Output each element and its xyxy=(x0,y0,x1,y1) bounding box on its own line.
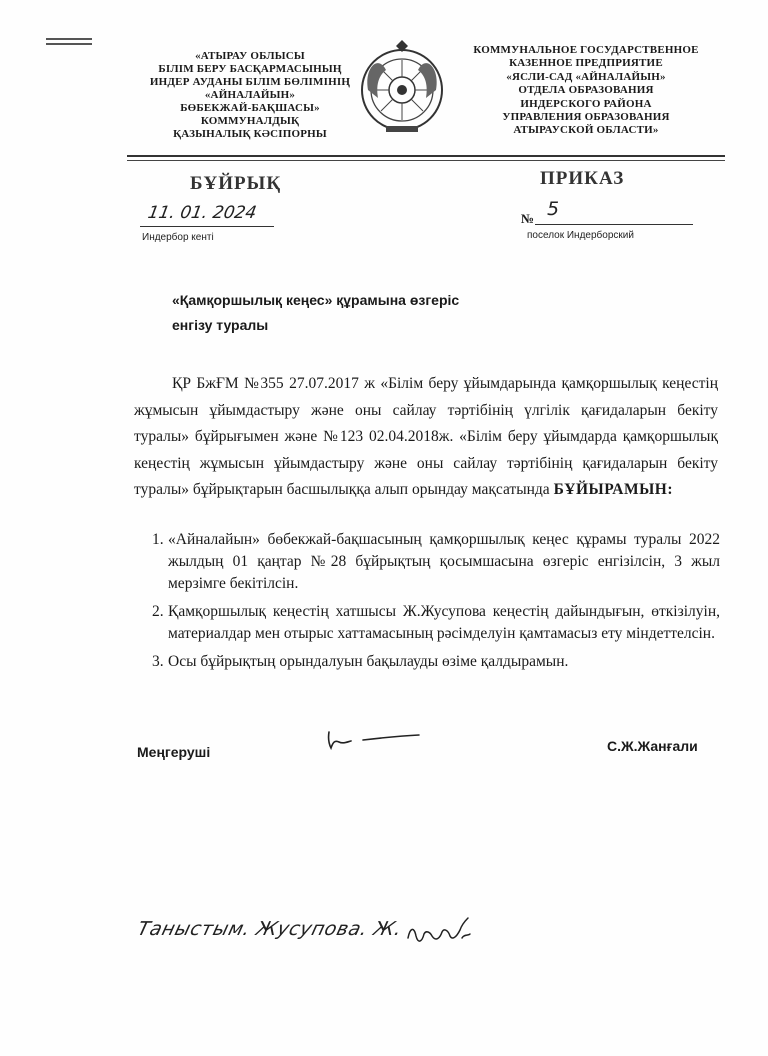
order-subject xyxy=(172,288,459,338)
header-left-line: ИНДЕР АУДАНЫ БІЛІМ БӨЛІМІНІҢ xyxy=(149,76,351,88)
order-item xyxy=(134,601,720,645)
header-left-line: КОММУНАЛДЫҚ xyxy=(200,115,300,127)
order-item-text: Осы бұйрықтың орындалуын бақылауды өзіме қалдырамын. xyxy=(168,653,569,670)
scan-corner-mark xyxy=(46,38,92,46)
header-left-line: БӨБЕКЖАЙ-БАҚШАСЫ» xyxy=(180,102,320,114)
header-right-line: АТЫРАУСКОЙ ОБЛАСТИ» xyxy=(513,124,659,137)
order-item xyxy=(134,529,720,595)
order-item-text: Қамқоршылық кеңестің хатшысы Ж.Жусупова кеңестің дайындығын, өткізілуін, материалдар мен отырыс хаттамасының рәсімделуін қамтамасыз ету міндеттелсін. xyxy=(168,603,720,642)
order-items xyxy=(134,529,720,679)
order-preamble xyxy=(134,371,718,504)
preamble-text: ҚР БжҒМ №355 27.07.2017 ж «Білім беру ұйымдарында қамқоршылық кеңестің жұмысын ұйымдастыру және оны сайлау тәртібінің үлгілік қағидаларын бекіту туралы» бұйрығымен және №123 02.04.2018ж. «Білім беру ұйымдарда қамқоршылық кеңестің жұмысын ұйымдастыру және оны сайлау тәртібінің қағидаларын бекіту туралы» бұйрықтарын басшылыққа алып орындау мақсатында xyxy=(134,375,718,499)
header-right-line: «ЯСЛИ-САД «АЙНАЛАЙЫН» xyxy=(506,70,666,83)
acknowledgement-handwritten: Таныстым. Жусупова. Ж. xyxy=(135,918,405,940)
subject-line: «Қамқоршылық кеңес» құрамына өзгеріс xyxy=(172,292,460,308)
header-right-ru xyxy=(452,44,720,138)
subject-line: енгізу туралы xyxy=(172,317,269,333)
header-left-line: «АЙНАЛАЙЫН» xyxy=(204,89,296,101)
kazakhstan-emblem-icon xyxy=(356,40,448,136)
order-item-number: 2. xyxy=(152,603,164,620)
header-right-line: КОММУНАЛЬНОЕ ГОСУДАРСТВЕННОЕ xyxy=(473,44,699,56)
order-date: 11. 01. 2024 xyxy=(146,203,258,223)
order-title-ru: ПРИКАЗ xyxy=(540,168,625,189)
place-kz: Индербор кенті xyxy=(142,232,214,243)
director-signature xyxy=(325,728,421,754)
order-item-number: 3. xyxy=(152,653,164,670)
employee-signature xyxy=(404,916,474,950)
order-item xyxy=(134,651,720,673)
header-divider-thin xyxy=(127,160,725,161)
place-ru: поселок Индерборский xyxy=(527,230,634,241)
header-right-line: УПРАВЛЕНИЯ ОБРАЗОВАНИЯ xyxy=(502,111,670,124)
header-left-kz xyxy=(124,50,376,141)
header-left-line: ҚАЗЫНАЛЫҚ КӘСІПОРНЫ xyxy=(173,128,327,140)
signatory-role: Меңгеруші xyxy=(137,744,211,760)
command-word: БҰЙЫРАМЫН: xyxy=(553,481,674,499)
header-left-line: БІЛІМ БЕРУ БАСҚАРМАСЫНЫҢ xyxy=(158,63,342,75)
order-number-label: № xyxy=(521,211,535,226)
header-right-line: КАЗЕННОЕ ПРЕДПРИЯТИЕ xyxy=(509,57,663,70)
order-item-number: 1. xyxy=(152,531,164,548)
header-right-line: ОТДЕЛА ОБРАЗОВАНИЯ xyxy=(518,84,654,97)
header-divider-thick xyxy=(127,155,725,157)
number-underline xyxy=(535,224,693,225)
date-underline xyxy=(140,226,274,227)
order-title-kz: БҰЙРЫҚ xyxy=(190,173,282,194)
signatory-name: С.Ж.Жанғали xyxy=(607,738,698,754)
header-left-line: «АТЫРАУ ОБЛЫСЫ xyxy=(195,50,305,62)
order-item-text: «Айналайын» бөбекжай-бақшасының қамқоршылық кеңес құрамы туралы 2022 жылдың 01 қаңтар №28 бұйрықтың қосымшасына өзгеріс енгізілсін, 3 жыл мерзімге бекітілсін. xyxy=(168,531,720,592)
order-number: 5 xyxy=(547,198,560,220)
header-right-line: ИНДЕРСКОГО РАЙОНА xyxy=(520,97,652,110)
